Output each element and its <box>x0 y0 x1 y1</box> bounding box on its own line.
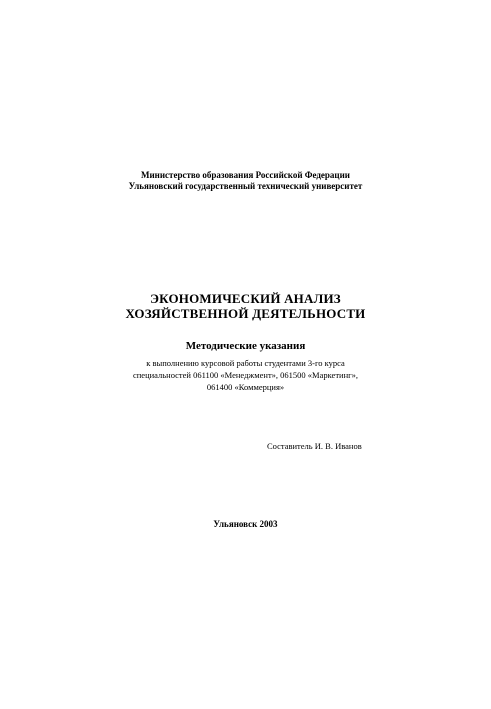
ministry-line: Министерство образования Российской Федерации <box>141 170 350 180</box>
purpose-line-2: специальностей 061100 «Менеджмент», 061500 «Маркетинг», <box>132 370 359 380</box>
university-line: Ульяновский государственный технический университет <box>128 181 363 191</box>
city-year: Ульяновск 2003 <box>213 519 278 529</box>
compiler-credit: Составитель И. В. Иванов <box>267 441 362 451</box>
title-line-1: ЭКОНОМИЧЕСКИЙ АНАЛИЗ <box>150 291 341 306</box>
title-line-2: ХОЗЯЙСТВЕННОЙ ДЕЯТЕЛЬНОСТИ <box>125 306 366 321</box>
document-subtitle: Методические указания <box>185 340 306 352</box>
purpose-line-3: 061400 «Коммерция» <box>206 382 285 392</box>
purpose-description <box>0 357 491 393</box>
purpose-line-1: к выполнению курсовой работы студентами 3-го курса <box>146 358 345 368</box>
document-title <box>0 291 491 321</box>
ministry-header <box>0 170 491 192</box>
